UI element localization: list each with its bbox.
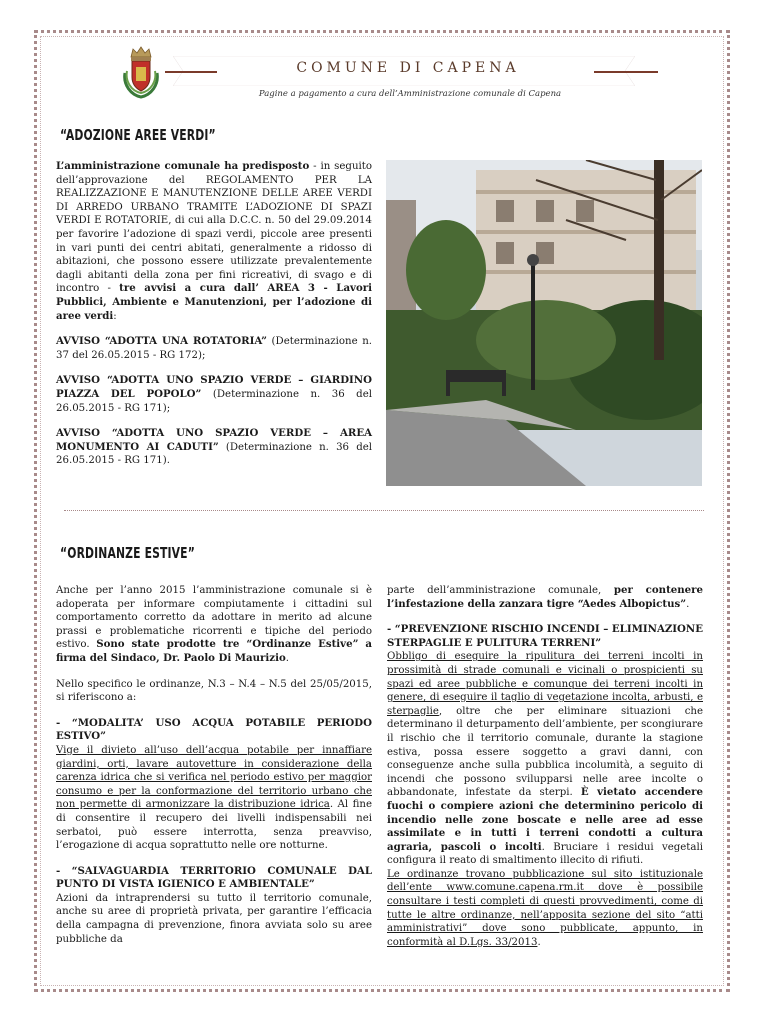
avviso-detail: (Determinazione n. 36 del 26.05.2015 - RG 171); xyxy=(56,388,372,414)
avviso-detail: (Determinazione n. 37 del 26.05.2015 - RG 172); xyxy=(56,336,373,361)
ordinanza-text: , oltre che per eliminare situazioni che determinano il deturpamento dell’ambiente, per scongiurare il rischio che il territorio comunale, durante la stagione estiva, possa essere soggetto a gravi danni, con conseguenze anche sulla pubblica incolumità, a seguito di incendi che possono svilupparsi nelle aree incolte o abbandonate, infestate da sterpi. xyxy=(387,705,703,799)
ordinanza-end: . Bruciare i residui vegetali configura il reato di smaltimento illecito di rifiuti. xyxy=(387,841,703,867)
intro-bold: Sono state prodotte tre “Ordinanze Estive” a firma del Sindaco, Dr. Paolo Di Maurizio xyxy=(56,638,373,664)
ordinanze-list-intro: Nello specifico le ordinanze, N.3 – N.4 – N.5 del 25/05/2015, si riferiscono a: xyxy=(56,678,372,704)
banner-rule-left xyxy=(165,71,217,73)
ordinanza-incendi xyxy=(387,623,703,949)
continued-end: . xyxy=(686,598,690,610)
intro-end: : xyxy=(113,310,117,322)
section-divider xyxy=(64,510,704,511)
avviso-detail: (Determinazione n. 36 del 26.05.2015 - RG 171). xyxy=(56,441,373,467)
avviso-item xyxy=(56,374,372,415)
coat-of-arms-icon xyxy=(121,43,161,99)
avviso-item xyxy=(56,427,372,468)
ordinanze-column-left xyxy=(56,584,372,958)
avviso-item xyxy=(56,335,372,362)
avviso-title: AVVISO “ADOTTA UNO SPAZIO VERDE – AREA MONUMENTO AI CADUTI” xyxy=(56,427,372,453)
ordinanza-underlined-text: Vige il divieto all’uso dell’acqua potabile per innaffiare giardini, orti, lavare autovetture in considerazione della carenza idrica che si verifica nel periodo estivo per maggior consumo e per la conformazione del territorio urbano che non permette di armonizzare la distribuzione idrica xyxy=(56,744,372,811)
section-title-ordinanze: “ORDINANZE ESTIVE” xyxy=(60,544,195,562)
intro-end: . xyxy=(285,652,289,664)
intro-bold-2: tre avvisi a cura dall’ AREA 3 - Lavori Pubblici, Ambiente e Manutenzioni, per l’adozione di aree verdi xyxy=(56,282,372,322)
avviso-title: AVVISO “ADOTTA UNA ROTATORIA” xyxy=(56,335,267,348)
continued-text: parte dell’amministrazione comunale, xyxy=(387,585,614,596)
header-subtitle: Pagine a pagamento a cura dell’Amministrazione comunale di Capena xyxy=(258,89,562,99)
ordinanza-underlined-text: Obbligo di eseguire la ripulitura dei terreni incolti in prossimità di strade comunali e vicinali o prospicienti su spazi ed aree pubbliche e comunque dei terreni incolti in genere, di eseguire il taglio di vegetazione incolta, arbusti, e sterpaglie xyxy=(387,651,703,717)
ordinanza-acqua xyxy=(56,717,372,853)
continued-bold: per contenere l’infestazione della zanzara tigre “Aedes Albopictus” xyxy=(387,584,703,610)
avviso-title: AVVISO “ADOTTA UNO SPAZIO VERDE – GIARDINO PIAZZA DEL POPOLO” xyxy=(56,374,372,400)
ordinanza-salvaguardia xyxy=(56,865,372,947)
park-photo xyxy=(386,160,702,486)
ordinanza-text: . Al fine di consentire il recupero dei livelli indispensabili nei serbatoi, può essere interrotta, senza preavviso, l’erogazione di acqua soprattutto nelle ore notturne. xyxy=(56,799,372,852)
intro-text: Anche per l’anno 2015 l’amministrazione comunale si è adoperata per informare compiutamente i cittadini sul comportamento corretto da adottare in merito ad alcune prassi e problematiche ricorrenti e tipiche del periodo estivo. xyxy=(56,585,372,651)
ordinanza-title: - “SALVAGUARDIA TERRITORIO COMUNALE DAL PUNTO DI VISTA IGIENICO E AMBIENTALE” xyxy=(56,864,372,891)
ordinanza-title: - “MODALITA’ USO ACQUA POTABILE PERIODO ESTIVO” xyxy=(56,716,372,743)
header-title: COMUNE DI CAPENA xyxy=(296,60,520,76)
section-aree-verdi-text xyxy=(56,160,372,480)
section-title-aree-verdi: “ADOZIONE AREE VERDI” xyxy=(60,126,216,144)
intro-bold: L’amministrazione comunale ha predisposto xyxy=(56,160,310,172)
publication-end: . xyxy=(537,936,541,948)
ordinanza-text: Azioni da intraprendersi su tutto il territorio comunale, anche su aree di proprietà privata, per garantire l’efficacia della campagna di prevenzione, finora avviata solo su aree pubbliche da xyxy=(56,892,372,945)
ordinanze-intro xyxy=(56,584,372,666)
continued-paragraph xyxy=(387,584,703,611)
ordinanze-column-right xyxy=(387,584,703,961)
intro-paragraph xyxy=(56,160,372,323)
ordinanza-bold: È vietato accendere fuochi o compiere azioni che determinino pericolo di incendio nelle zone boscate e nelle aree ad esse assimilate e in tutti i terreni condotti a cultura agraria, pascoli o incolti xyxy=(387,786,703,853)
banner-rule-right xyxy=(594,71,658,73)
intro-text: - in seguito dell’approvazione del REGOLAMENTO PER LA REALIZZAZIONE E MANUTENZIONE DELLE AREE VERDI DI ARREDO URBANO TRAMITE L’ADOZIONE DI SPAZI VERDI E ROTATORIE, di cui alla D.C.C. n. 50 del 29.09.2014 per favorire l’adozione di spazi verdi, piccole aree presenti in vari punti dei centri abitati, generalmente a ridosso di abitazioni, che possono essere utilizzate prevalentemente dagli abitanti della zona per fini ricreativi, di svago e di incontro - xyxy=(56,161,372,295)
ordinanza-title: - “PREVENZIONE RISCHIO INCENDI – ELIMINAZIONE STERPAGLIE E PULITURA TERRENI” xyxy=(387,623,703,649)
publication-note: Le ordinanze trovano pubblicazione sul sito istituzionale dell’ente www.comune.capena.rm.it dove è possibile consultare i testi completi di questi provvedimenti, come di tutte le altre ordinanze, nell’apposita sezione del sito “atti amministrativi” dove sono pubblicate, appunto, in conformità al D.Lgs. 33/2013 xyxy=(387,868,703,948)
